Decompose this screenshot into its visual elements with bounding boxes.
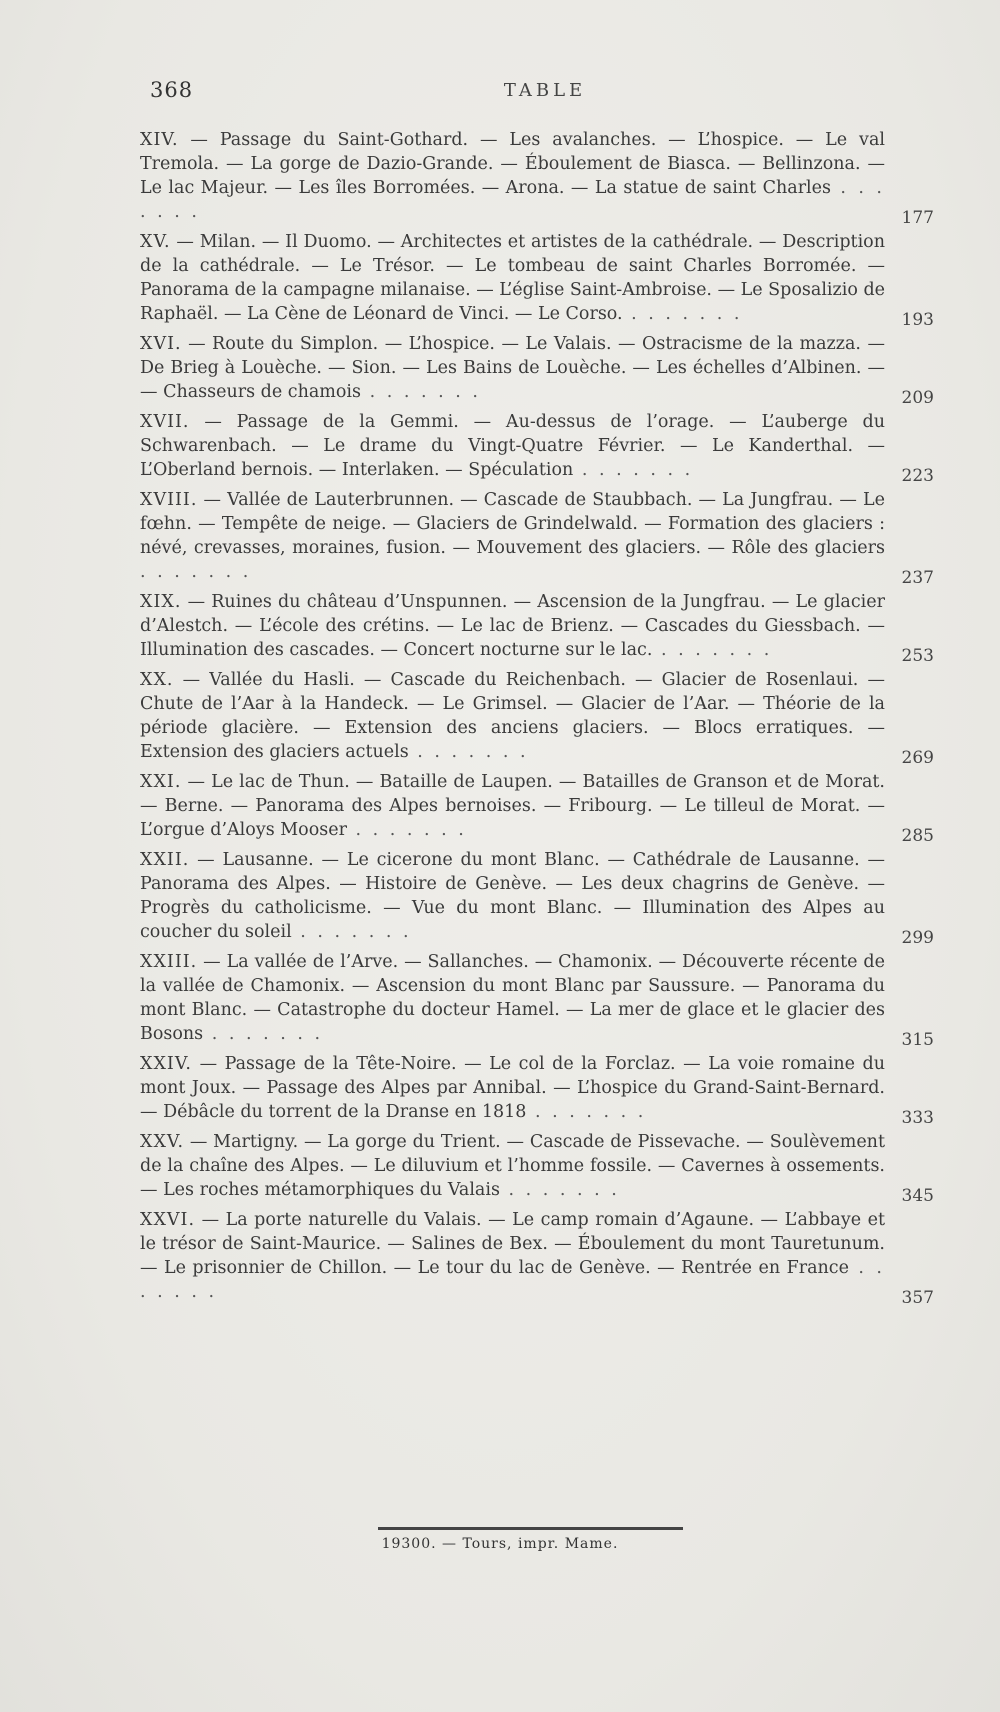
entry-page-number: 269 — [901, 748, 934, 768]
entry-page-number: 333 — [901, 1108, 934, 1128]
page-header — [150, 78, 940, 108]
entry-page-number: 345 — [901, 1186, 934, 1206]
toc-entry — [140, 590, 940, 666]
footer-rule — [378, 1527, 683, 1530]
chapter-summary: — Passage de la Gemmi. — Au-dessus de l’orage. — L’auberge du Schwarenbach. — Le drame du Vingt-Quatre Février. — Le Kanderthal. — L’Oberland bernois. — Interlaken. — Spéculation — [140, 412, 885, 480]
toc-entry — [140, 668, 940, 768]
entry-page-number: 209 — [901, 388, 934, 408]
dot-leader: . . . . . . . — [291, 922, 412, 942]
entry-page-number: 357 — [901, 1288, 934, 1308]
dot-leader: . . . . . . . — [140, 562, 252, 582]
dot-leader: . . . . . . . — [499, 1180, 620, 1200]
chapter-summary: — La vallée de l’Arve. — Sallanches. — Chamonix. — Découverte récente de la vallée de Chamonix. — Ascension du mont Blanc par Saussure. — Panorama du mont Blanc. — Catastrophe du docteur Hamel. — La mer de glace et le glacier des Bosons — [140, 952, 885, 1044]
toc-entry — [140, 332, 940, 408]
chapter-summary: — Milan. — Il Duomo. — Architectes et artistes de la cathédrale. — Description de la cathédrale. — Le Trésor. — Le tombeau de saint Charles Borromée. — Panorama de la campagne milanaise. — L’église Saint-Ambroise. — Le Sposalizio de Raphaël. — La Cène de Léonard de Vinci. — Le Corso. — [140, 232, 885, 324]
dot-leader: . . . . . . . — [408, 742, 529, 762]
chapter-summary: — Ruines du château d’Unspunnen. — Ascension de la Jungfrau. — Le glacier d’Alestch. — L’école des crétins. — Le lac de Brienz. — Cascades du Giessbach. — Illumination des cascades. — Concert nocturne sur le lac. — [140, 592, 885, 660]
chapter-summary: — Le lac de Thun. — Bataille de Laupen. — Batailles de Granson et de Morat. — Berne. — Panorama des Alpes bernoises. — Fribourg. — Le tilleul de Morat. — L’orgue d’Aloys Mooser — [140, 772, 885, 840]
toc-entry — [140, 128, 940, 228]
chapter-summary: — Lausanne. — Le cicerone du mont Blanc. — Cathédrale de Lausanne. — Panorama des Alpes. — Histoire de Genève. — Les deux chagrins de Genève. — Progrès du catholicisme. — Vue du mont Blanc. — Illumination des Alpes au coucher du soleil — [140, 850, 885, 942]
chapter-summary: — Martigny. — La gorge du Trient. — Cascade de Pissevache. — Soulèvement de la chaîne des Alpes. — Le diluvium et l’homme fossile. — Cavernes à ossements. — Les roches métamorphiques du Valais — [140, 1132, 885, 1200]
running-title: TABLE — [503, 80, 587, 101]
entry-page-number: 223 — [901, 466, 934, 486]
printer-imprint: 19300. — Tours, impr. Mame. — [381, 1536, 619, 1552]
chapter-summary: — Vallée de Lauterbrunnen. — Cascade de Staubbach. — La Jungfrau. — Le fœhn. — Tempête de neige. — Glaciers de Grindelwald. — Formation des glaciers : névé, crevasses, moraines, fusion. — Mouvement des glaciers. — Rôle des glaciers — [140, 490, 885, 558]
entry-page-number: 237 — [901, 568, 934, 588]
chapter-number: XXIV. — [140, 1054, 192, 1074]
chapter-number: XV. — [140, 232, 171, 252]
chapter-number: XXVI. — [140, 1210, 196, 1230]
chapter-number: XXV. — [140, 1132, 185, 1152]
dot-leader: . . . . . . . — [622, 304, 743, 324]
dot-leader: . . . . . . . — [346, 820, 467, 840]
chapter-number: XVI. — [140, 334, 182, 354]
chapter-number: XIV. — [140, 130, 179, 150]
table-of-contents — [140, 128, 940, 1310]
chapter-number: XXIII. — [140, 952, 198, 972]
toc-entry — [140, 1208, 940, 1308]
chapter-summary: — La porte naturelle du Valais. — Le camp romain d’Agaune. — L’abbaye et le trésor de Saint-Maurice. — Salines de Bex. — Éboulement du mont Tauretunum. — Le prisonnier de Chillon. — Le tour du lac de Genève. — Rentrée en France — [140, 1210, 885, 1278]
entry-page-number: 315 — [901, 1030, 934, 1050]
entry-page-number: 193 — [901, 310, 934, 330]
entry-page-number: 177 — [901, 208, 934, 228]
chapter-summary: — Route du Simplon. — L’hospice. — Le Valais. — Ostracisme de la mazza. — De Brieg à Louèche. — Sion. — Les Bains de Louèche. — Les échelles d’Albinen. — — Chasseurs de chamois — [140, 334, 885, 402]
toc-entry — [140, 1052, 940, 1128]
chapter-number: XXII. — [140, 850, 190, 870]
chapter-summary: — Passage du Saint-Gothard. — Les avalanches. — L’hospice. — Le val Tremola. — La gorge de Dazio-Grande. — Éboulement de Biasca. — Bellinzona. — Le lac Majeur. — Les îles Borromées. — Arona. — La statue de saint Charles — [140, 130, 885, 198]
chapter-number: XVIII. — [140, 490, 198, 510]
entry-page-number: 285 — [901, 826, 934, 846]
entry-page-number: 253 — [901, 646, 934, 666]
toc-entry — [140, 230, 940, 330]
toc-entry — [140, 770, 940, 846]
chapter-number: XX. — [140, 670, 174, 690]
toc-entry — [140, 848, 940, 948]
toc-entry — [140, 950, 940, 1050]
dot-leader: . . . . . . . — [361, 382, 481, 402]
chapter-summary: — Vallée du Hasli. — Cascade du Reichenbach. — Glacier de Rosenlaui. — Chute de l’Aar à la Handeck. — Le Grimsel. — Glacier de l’Aar. — Théorie de la période glacière. — Extension des anciens glaciers. — Blocs erratiques. — Extension des glaciers actuels — [140, 670, 885, 762]
chapter-number: XXI. — [140, 772, 182, 792]
toc-entry — [140, 488, 940, 588]
toc-entry — [140, 410, 940, 486]
dot-leader: . . . . . . . — [140, 1258, 885, 1302]
chapter-number: XIX. — [140, 592, 182, 612]
dot-leader: . . . . . . . — [140, 178, 885, 222]
dot-leader: . . . . . . . — [652, 640, 773, 660]
dot-leader: . . . . . . . — [526, 1102, 647, 1122]
chapter-summary: — Passage de la Tête-Noire. — Le col de la Forclaz. — La voie romaine du mont Joux. — Passage des Alpes par Annibal. — L’hospice du Grand-Saint-Bernard. — Débâcle du torrent de la Dranse en 1818 — [140, 1054, 885, 1122]
dot-leader: . . . . . . . — [573, 460, 694, 480]
entry-page-number: 299 — [901, 928, 934, 948]
chapter-number: XVII. — [140, 412, 190, 432]
page-number: 368 — [150, 78, 194, 102]
toc-entry — [140, 1130, 940, 1206]
dot-leader: . . . . . . . — [203, 1024, 324, 1044]
